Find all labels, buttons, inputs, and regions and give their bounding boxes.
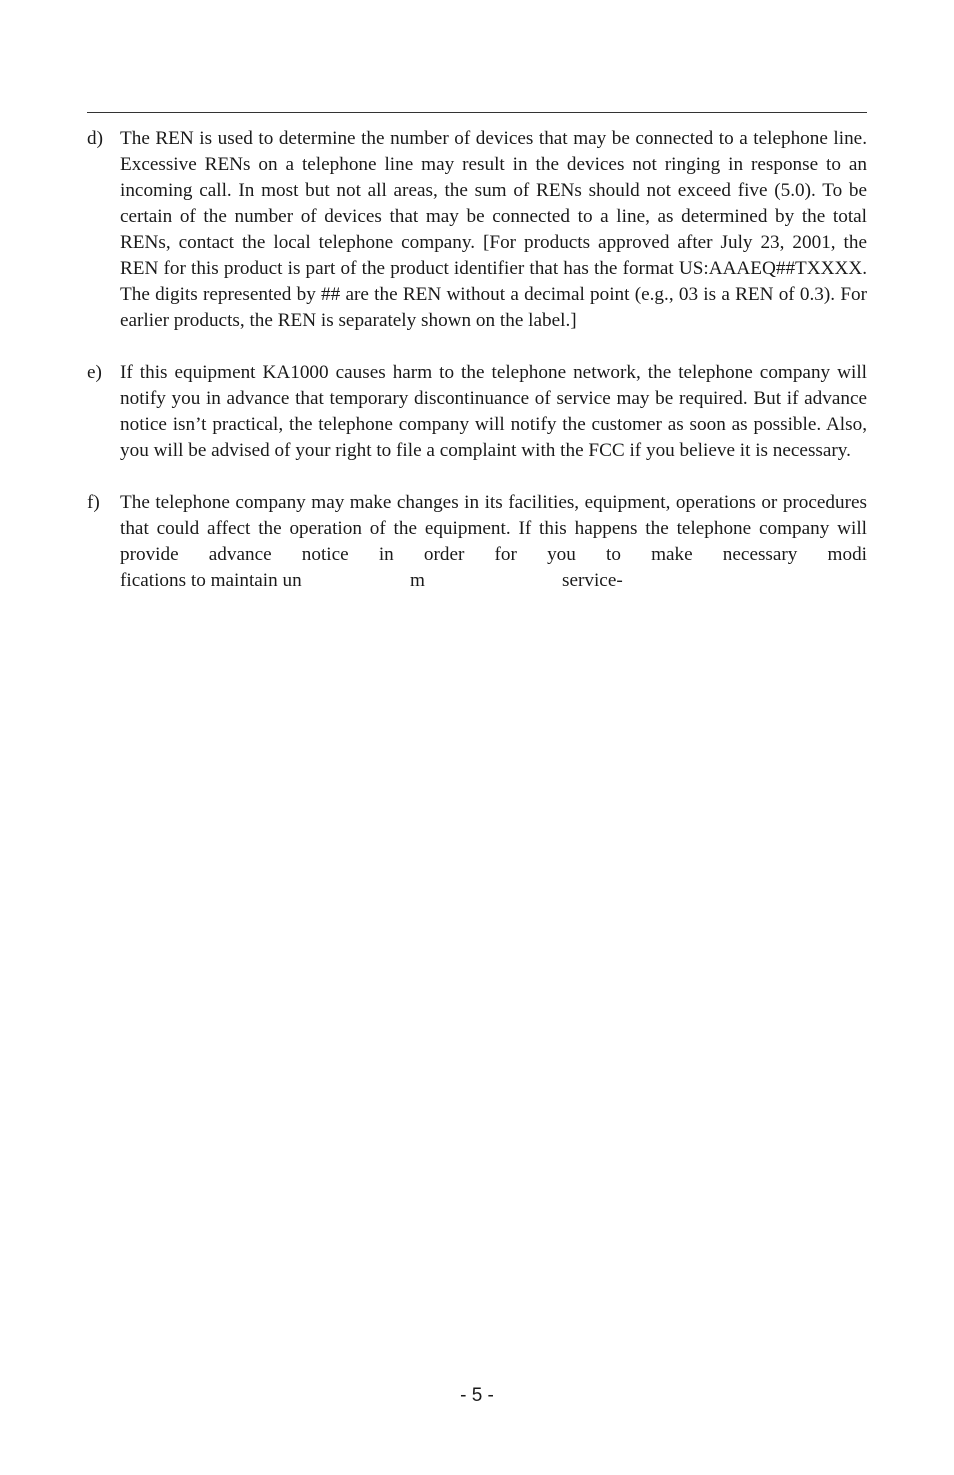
item-marker: d) <box>87 128 103 149</box>
text-fragment: fications to maintain un <box>120 570 302 591</box>
item-text-truncated <box>120 490 867 594</box>
top-rule <box>87 112 867 113</box>
item-list <box>87 126 867 594</box>
list-item-f <box>87 490 867 594</box>
item-marker: f) <box>87 492 100 513</box>
text-fragment: m <box>410 570 425 591</box>
item-text-full-lines: The telephone company may make changes in its facilities, equipment, operations or procedures that could affect the operation of the equipment. If this happens the telephone company will provide advance notice in order for you to make necessary modi <box>120 492 867 565</box>
item-text: If this equipment KA1000 causes harm to the telephone network, the telephone company will notify you in advance that temporary discontinuance of service may be required. But if advance notice isn’t practical, the telephone company will notify the customer as soon as possible. Also, you will be advised of your right to file a complaint with the FCC if you believe it is necessary. <box>120 362 867 461</box>
list-item-e <box>87 360 867 464</box>
item-marker: e) <box>87 362 102 383</box>
list-item-d <box>87 126 867 334</box>
item-text <box>120 490 867 594</box>
page-number: - 5 - <box>460 1385 494 1406</box>
item-text-partial-line <box>120 568 867 594</box>
item-text: The REN is used to determine the number of devices that may be connected to a telephone line. Excessive RENs on a telephone line may result in the devices not ringing in response to an incoming call. In most but not all areas, the sum of RENs should not exceed five (5.0). To be certain of the number of devices that may be connected to a line, as determined by the total RENs, contact the local telephone company. [For products approved after July 23, 2001, the REN for this product is part of the product identifier that has the format US:AAAEQ##TXXXX. The digits represented by ## are the REN without a decimal point (e.g., 03 is a REN of 0.3). For earlier products, the REN is separately shown on the label.] <box>120 128 867 331</box>
text-fragment: service- <box>562 570 623 591</box>
